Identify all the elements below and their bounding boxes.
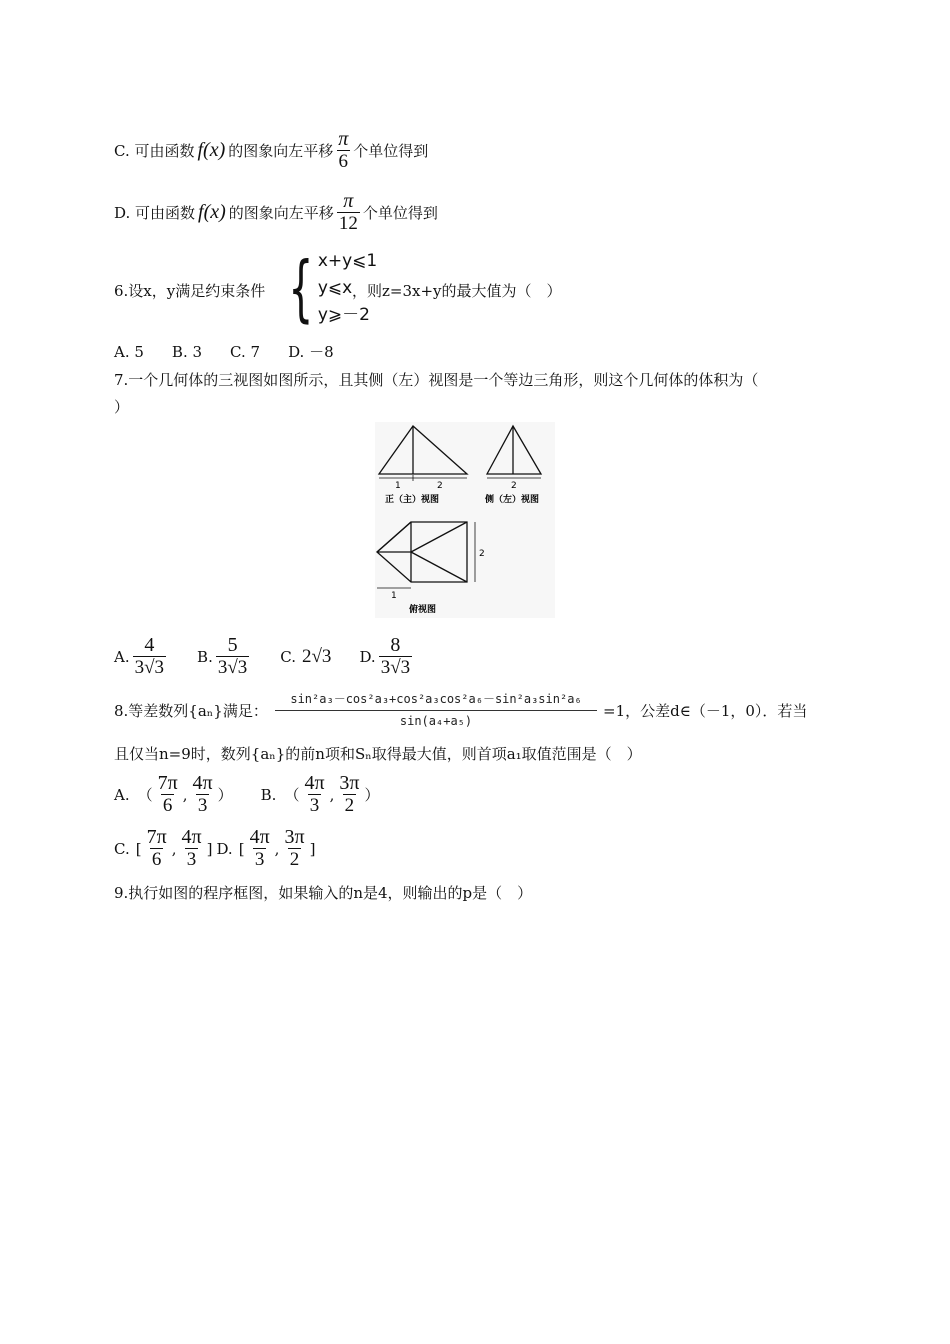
q6-constraint-2: y⩽x (317, 277, 353, 298)
top-view-label: 俯视图 (409, 605, 437, 615)
q5-d-mid: 的图象向左平移 (228, 204, 334, 222)
q7-d-den: 3√3 (380, 657, 411, 678)
q8-a-label: A. (114, 785, 130, 804)
q8-a-n1: 7π (157, 772, 178, 794)
q8-a-d1: 6 (162, 795, 173, 816)
q8-b-close: ） (364, 786, 380, 804)
q6-option-b: B. 3 (171, 342, 203, 361)
q5-c-suffix: 个单位得到 (353, 142, 429, 160)
front-view-label: 正（主）视图 (385, 495, 440, 505)
q7-b-den: 3√3 (217, 657, 248, 678)
q5-d-prefix: D. 可由函数 (114, 204, 196, 222)
top-dim-height: 2 (479, 549, 485, 559)
q8-d-d2: 2 (289, 849, 300, 870)
q7-stem-line2 (114, 396, 129, 417)
q6-pre: 6.设x，y满足约束条件 (114, 282, 266, 300)
q7-a-num: 4 (144, 634, 155, 656)
q8-d-d1: 3 (254, 849, 265, 870)
top-dim-width: 1 (391, 591, 397, 601)
q8-c-n1: 7π (146, 826, 167, 848)
q8-a-n2: 4π (192, 772, 213, 794)
q8-stem-line2 (114, 743, 642, 764)
q5-option-c (114, 128, 428, 173)
q8-c-label: C. (114, 839, 130, 858)
q8-b-open: （ (284, 786, 300, 804)
left-brace-icon: { (288, 246, 314, 330)
q8-post: =1，公差d∈（－1，0）．若当 (603, 702, 808, 720)
q8-option-a: A. （ $\frac{7\pi}{6}$ , $\frac{4\pi}{3}$ ） (114, 772, 233, 816)
three-view-drawing (375, 422, 555, 618)
q7-a-den: 3√3 (134, 657, 165, 678)
three-view-figure (375, 422, 555, 618)
q5-d-fraction (337, 190, 360, 235)
q5-c-den: 6 (338, 151, 349, 172)
q7-option-c (280, 646, 331, 668)
q8-option-b: B. （ $\frac{4\pi}{3}$ , $\frac{3\pi}{2}$ ） (260, 772, 380, 816)
q8-b-n2: 3π (339, 772, 360, 794)
q8-pre: 8.等差数列{aₙ}满足： (114, 702, 268, 720)
q6-option-d: D. －8 (288, 343, 334, 361)
q8-b-label: B. (260, 785, 277, 804)
front-dim-right: 2 (437, 481, 443, 491)
q8-option-d: D. [ $\frac{4\pi}{3}$ , $\frac{3\pi}{2}$ ] (216, 826, 316, 870)
side-dim-base: 2 (511, 481, 517, 491)
q7-b-label: B. (197, 647, 213, 666)
q5-d-func: f(x) (198, 201, 226, 223)
q5-d-den: 12 (338, 213, 358, 234)
q8-options-row2 (114, 826, 315, 871)
q8-options-row1 (114, 772, 407, 817)
q5-c-prefix: C. 可由函数 (114, 142, 195, 160)
q8-c-d1: 6 (151, 849, 162, 870)
q8-c-frac2 (179, 826, 203, 871)
q8-d-label: D. (216, 839, 233, 858)
q8-c-frac1 (145, 826, 169, 871)
q7-a-label: A. (114, 647, 130, 666)
q8-b-d1: 3 (309, 795, 320, 816)
q8-b-frac1 (302, 772, 326, 817)
q5-c-mid: 的图象向左平移 (228, 142, 334, 160)
q8-option-c: C. [ $\frac{7\pi}{6}$ , $\frac{4\pi}{3}$ ] (114, 826, 213, 870)
q8-b-d2: 2 (344, 795, 355, 816)
q7-d-frac (379, 634, 412, 679)
q6-option-c: C. 7 (230, 342, 261, 361)
q8-condition-fraction (275, 690, 597, 728)
q6-constraint-1: x+y⩽1 (317, 250, 378, 271)
q8-d-n2: 3π (284, 826, 305, 848)
side-view-label: 侧（左）视图 (485, 495, 540, 505)
q7-b-num: 5 (227, 634, 238, 656)
q7-options (114, 634, 443, 679)
q7-stem2: ） (114, 398, 130, 416)
q8-a-frac1 (156, 772, 180, 817)
q5-d-suffix: 个单位得到 (362, 204, 438, 222)
q5-c-num: π (338, 128, 349, 150)
q7-option-b (197, 634, 252, 679)
q9-stem (114, 882, 532, 903)
q7-c-value: 2√3 (302, 645, 332, 667)
q8-d-n1: 4π (249, 826, 270, 848)
q6-option-a: A. 5 (114, 342, 144, 361)
q8-stem-post (603, 700, 807, 721)
q8-c-close: ] (206, 839, 213, 858)
q8-fraction-bottom: sin(a₄+a₅) (399, 714, 473, 728)
q5-c-fraction (336, 128, 350, 173)
q8-c-d2: 3 (186, 849, 197, 870)
q7-b-frac (216, 634, 249, 679)
q8-b-frac2 (337, 772, 361, 817)
q9-text: 9.执行如图的程序框图，如果输入的n是4，则输出的p是（ ） (114, 884, 533, 902)
q6-stem-pre (114, 280, 265, 301)
q8-fraction-top: sin²a₃－cos²a₃+cos²a₃cos²a₆－sin²a₃sin²a₆ (275, 690, 597, 711)
q6-constraint-3: y⩾－2 (317, 304, 370, 325)
q5-option-d (114, 190, 438, 235)
q8-d-frac2 (282, 826, 306, 871)
q7-stem-line1 (114, 369, 758, 390)
front-dim-left: 1 (395, 481, 401, 491)
q8-a-close: ） (217, 786, 233, 804)
q8-stem-pre (114, 700, 268, 721)
q7-option-d (359, 634, 415, 679)
q8-a-open: （ (137, 786, 153, 804)
q7-a-frac (133, 634, 166, 679)
q7-c-label: C. (280, 647, 296, 666)
q8-a-d2: 3 (197, 795, 208, 816)
q8-d-frac1 (248, 826, 272, 871)
q8-d-open: [ (238, 839, 245, 858)
q8-a-frac2 (191, 772, 215, 817)
q7-option-a (114, 634, 169, 679)
q7-d-label: D. (359, 647, 376, 666)
q6-options (114, 341, 362, 362)
q8-c-open: [ (135, 839, 142, 858)
q5-c-func: f(x) (197, 139, 226, 161)
q6-post: ，则z=3x+y的最大值为（ ） (352, 282, 562, 300)
q7-stem1: 7.一个几何体的三视图如图所示，且其侧（左）视图是一个等边三角形，则这个几何体的体积为（ (114, 371, 759, 389)
q8-d-close: ] (309, 839, 316, 858)
q8-c-n2: 4π (181, 826, 202, 848)
q6-stem-post (352, 280, 562, 301)
q5-d-num: π (343, 190, 354, 212)
q7-d-num: 8 (390, 634, 401, 656)
q8-b-n1: 4π (304, 772, 325, 794)
q8-line2: 且仅当n=9时，数列{aₙ}的前n项和Sₙ取得最大值，则首项a₁取值范围是（ ） (114, 745, 642, 763)
